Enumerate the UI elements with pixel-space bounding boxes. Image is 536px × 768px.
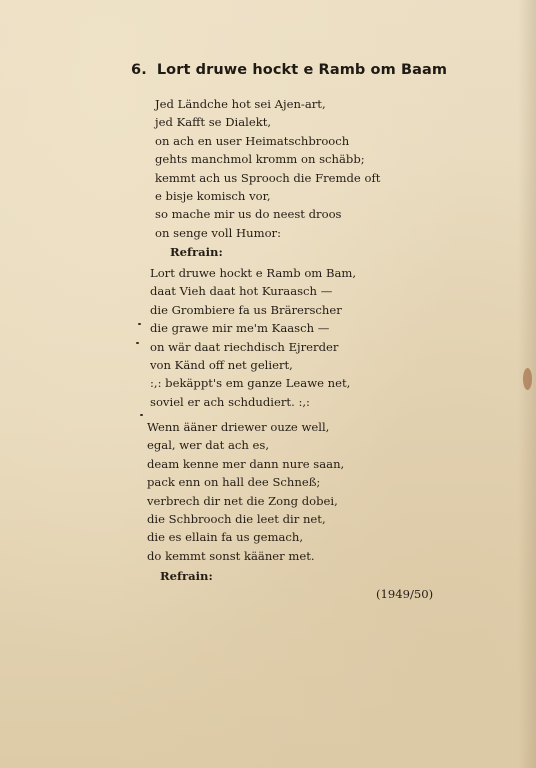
verse-line: jed Kafft se Dialekt, (155, 115, 272, 130)
refrain-line: die grawe mir me'm Kaasch — (150, 321, 330, 336)
verse-line: on ach en user Heimatschbrooch (155, 133, 350, 148)
refrain-line: :,: bekäppt's em ganze Leawe net, (150, 376, 351, 391)
song-number: 6. (131, 62, 147, 78)
verse-line: on senge voll Humor: (155, 225, 282, 240)
song-title (131, 62, 447, 78)
refrain-label: Refrain: (170, 245, 223, 259)
verse-line: Wenn ääner driewer ouze well, (147, 420, 330, 434)
verse-line: die es ellain fa us gemach, (147, 530, 304, 545)
verse-line: e bisje komisch vor, (155, 188, 271, 203)
verse-line: die Schbrooch die leet dir net, (147, 511, 326, 526)
refrain-line: on wär daat riechdisch Ejrerder (150, 339, 339, 354)
verse-line: pack enn on hall dee Schneß; (147, 475, 321, 490)
refrain-block (150, 264, 356, 411)
refrain-line: soviel er ach schdudiert. :,: (150, 394, 310, 409)
verse-2 (147, 418, 344, 565)
verse-line: do kemmt sonst kääner met. (147, 548, 315, 563)
song-title-text: Lort druwe hockt e Ramb om Baam (156, 62, 448, 78)
verse-line: so mache mir us do neest droos (155, 207, 342, 222)
verse-line: egal, wer dat ach es, (147, 438, 270, 453)
verse-line: verbrech dir net die Zong dobei, (147, 493, 338, 508)
verse-line: deam kenne mer dann nure saan, (147, 456, 345, 471)
date-note: (1949/50) (376, 587, 434, 601)
ink-speck (138, 323, 141, 325)
verse-line: gehts manchmol kromm on schäbb; (155, 152, 365, 167)
refrain-line: die Grombiere fa us Brärerscher (150, 302, 342, 317)
refrain-line: Lort druwe hockt e Ramb om Bam, (150, 266, 357, 280)
ink-speck (140, 414, 143, 416)
verse-1 (155, 95, 380, 242)
refrain-line: daat Vieh daat hot Kuraasch — (150, 284, 333, 299)
ink-speck (136, 342, 139, 344)
verse-line: Jed Ländche hot sei Ajen-art, (155, 97, 326, 111)
paper-stain (523, 368, 532, 390)
refrain-line: von Känd off net geliert, (150, 357, 293, 372)
refrain-label: Refrain: (160, 569, 213, 583)
verse-line: kemmt ach us Sprooch die Fremde oft (155, 170, 381, 185)
